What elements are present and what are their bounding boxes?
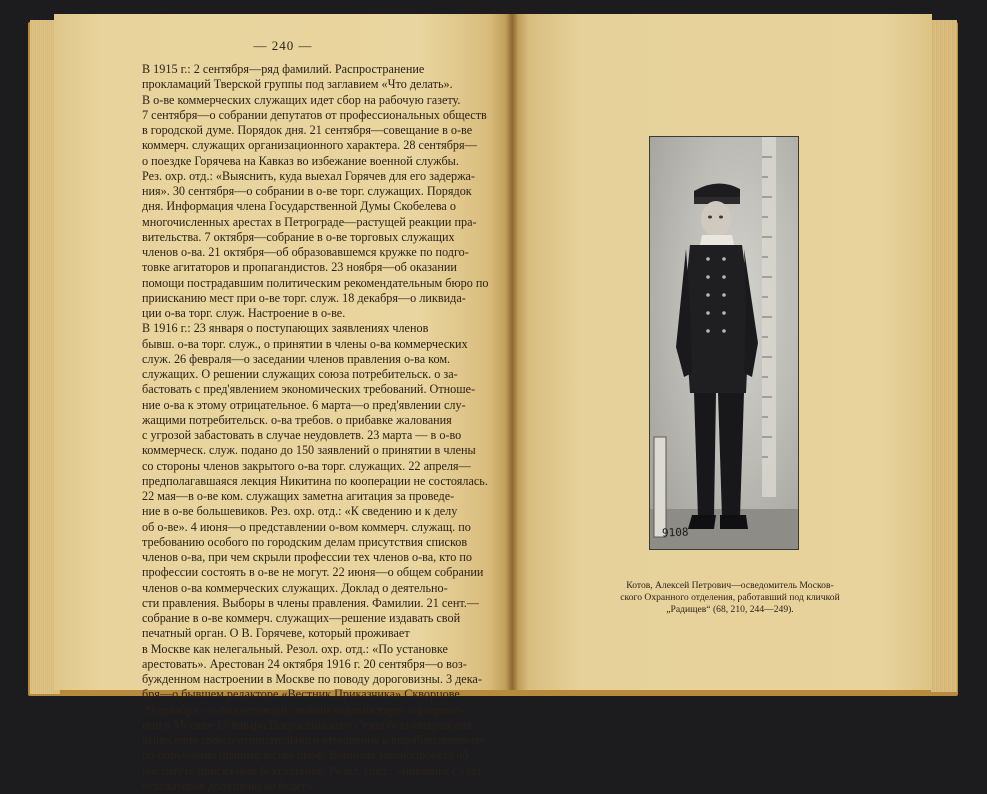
text-line: ние о-ва к этому отрицательное. 6 марта—о пред'явлении слу- <box>142 397 466 412</box>
text-line: В 1915 г.: 2 сентября—ряд фамилий. Распространение <box>142 62 425 76</box>
text-line: требованию особого по городским делам присутствия списков <box>142 534 468 549</box>
text-line: членов о-ва. 21 октября—об образовавшемся кружке по подго- <box>142 245 469 259</box>
text-line: ции о-ва торг. служ. Настроение в о-ве. <box>142 306 346 320</box>
text-line: в Москве как нелегальный. Резол. охр. отд.: «По установке <box>142 641 448 656</box>
figure-illustration <box>650 137 798 549</box>
right-page <box>512 14 932 690</box>
caption-line: „Радищев“ (68, 210, 244—249). <box>666 604 794 615</box>
caption-line: ского Охранного отделения, работавший под кличкой <box>620 592 840 603</box>
text-line: с угрозой забастовать в случае неудовлетв. 23 марта — в о-во <box>142 428 462 442</box>
text-line: собрание в о-ве коммерч. служащих—решение издавать свой <box>142 611 461 625</box>
text-line: бывш. о-ва торг. служ., о принятии в члены о-ва коммерческих <box>142 336 468 351</box>
text-line: 22 мая—в о-ве ком. служащих заметна агитация за проведе- <box>142 489 455 503</box>
text-line: вительства. 7 октября—собрание в о-ве торговых служащих <box>142 229 455 244</box>
book-gutter <box>506 14 518 690</box>
photo-plate-number: 9108 <box>661 525 689 540</box>
page-number: — 240 — <box>253 38 313 53</box>
left-page <box>54 14 512 793</box>
text-line: дня. Информация члена Государственной Думы Скобелева о <box>142 199 456 214</box>
height-scale <box>762 137 776 497</box>
text-line: об о-ве». 4 июня—о представлении о-вом коммерч. служащ. по <box>142 519 471 534</box>
left-page-text <box>120 62 524 794</box>
text-line: по поручению правительства проф. Ворисом законопроекта об <box>142 748 469 763</box>
text-line: В о-ве коммерческих служащих идет сбор на рабочую газету. <box>142 92 461 107</box>
paragraph-1916 <box>120 321 524 794</box>
text-line: профессии состоять в о-ве не могут. 22 июня—о общем собрании <box>142 565 484 580</box>
text-line: предполагавшаяся лекция Никитина по кооперации не состоялась. <box>142 473 488 488</box>
photo-caption <box>580 580 880 616</box>
text-line: со стороны членов закрытого о-ва торг. служащих. 22 апреля— <box>142 458 471 473</box>
text-line: арестовать». Арестован 24 октября 1916 г. 20 сентября—о воз- <box>142 656 467 671</box>
text-line: 20 декабря—о-во счетоводн. знаний ходатайствует о разреше- <box>142 702 465 717</box>
text-line: помощи пострадавшим политическим рекомендательным бюро по <box>142 275 489 290</box>
text-line: служащих. О решении служащих союза потребительск. о за- <box>142 367 458 381</box>
text-line: бужденном настроении в Москве по поводу дороговизны. 3 дека- <box>142 672 482 686</box>
text-line: В 1916 г.: 23 января о поступающих заявлениях членов <box>142 321 429 336</box>
standing-man-figure <box>676 183 758 529</box>
text-line: бастовать с пред'явлением экономических требований. Отноше- <box>142 382 476 397</box>
text-line: ния». 30 сентября—о собрании в о-ве торг. служащих. Порядок <box>142 184 472 198</box>
text-line: прокламаций Тверской группы под заглавием «Что делать». <box>142 77 453 92</box>
text-line: 7 сентября—о собрании депутатов от профессиональных обществ <box>142 107 487 122</box>
text-line: жащими потребительск. о-ва требов. о прибавке жалования <box>142 412 452 427</box>
text-line: служ. 26 февраля—о заседании членов правления о-ва ком. <box>142 351 451 366</box>
text-line: печатный орган. О В. Горячеве, который проживает <box>142 626 410 641</box>
paragraph-1915 <box>120 62 524 321</box>
text-line: сти правления. Выборы в члены правления. Фамилии. 21 сент.— <box>142 595 479 610</box>
text-line: институте присяжных бухгалтеров. Резол. град.: «никакого с'езда <box>142 763 482 778</box>
text-line: коммерч. служащих организационного характера. 28 сентября— <box>142 138 477 153</box>
text-line: Рез. охр. отд.: «Выяснить, куда выехал Горячев для его задержа- <box>142 168 475 183</box>
portrait-photo <box>649 136 799 550</box>
text-line: многочисленных арестах в Петрограде—растущей реакции пра- <box>142 214 477 229</box>
text-line: бухгалтеров допущено не будет». <box>142 778 316 793</box>
text-line: коммерческ. служ. подано до 150 заявлений о принятии в члены <box>142 443 476 458</box>
page-stack-right <box>931 20 957 692</box>
text-line: товке агитаторов и пропагандистов. 23 ноября—об оказании <box>142 260 457 275</box>
text-line: вынесения своего отрицательного отношения к вырабатываемому <box>142 733 486 747</box>
text-line: членов о-ва, при чем скрыли профессии тех членов о-ва, кто по <box>142 550 472 564</box>
text-line: о поездке Горячева на Кавказ во избежание военной службы. <box>142 153 459 168</box>
measuring-post <box>654 437 666 537</box>
text-line: бря—о бывшем редакторе «Вестник Приказчика» Скворцове. <box>142 687 463 702</box>
text-line: в городской думе. Порядок дня. 21 сентября—совещание в о-ве <box>142 123 473 137</box>
text-line: нии в Москве 17 января Всероссийского с'езда бухгалтеров для <box>142 717 472 732</box>
text-line: приисканию мест при о-ве торг. служ. 18 декабря—о ликвида- <box>142 290 466 305</box>
text-line: членов о-ва коммерческих служащих. Доклад о деятельно- <box>142 580 448 595</box>
text-line: ние в о-ве большевиков. Рез. охр. отд.: «К сведению и к делу <box>142 504 458 519</box>
caption-line: Котов, Алексей Петрович—осведомитель Москов- <box>626 580 834 591</box>
